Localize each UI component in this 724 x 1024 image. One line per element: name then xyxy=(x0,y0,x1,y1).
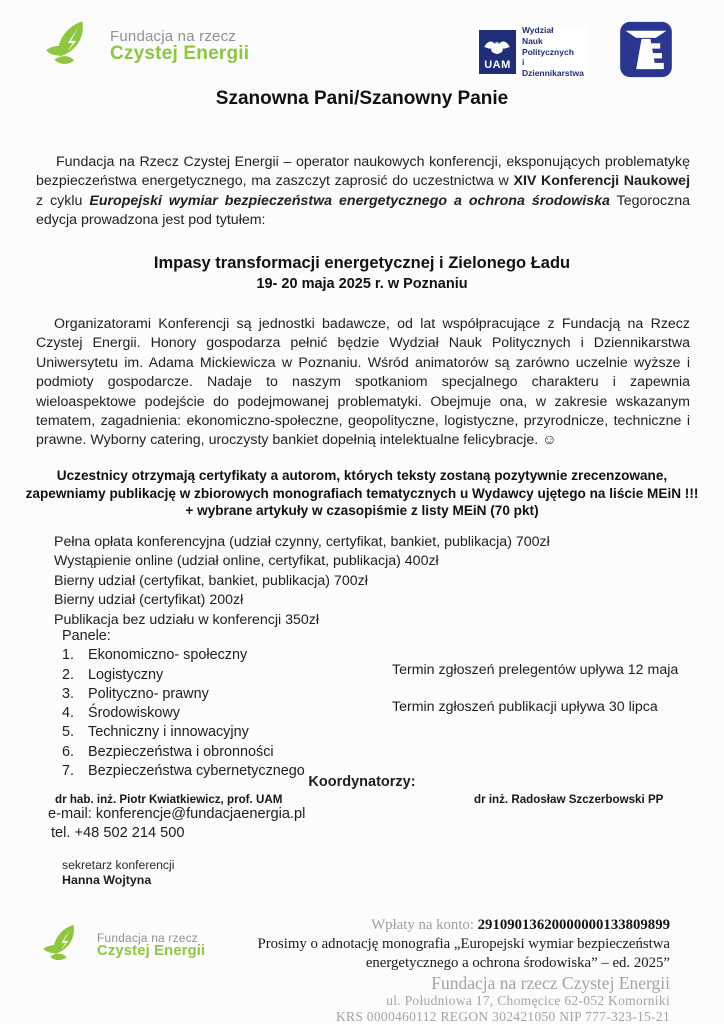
foundation-logo-footer xyxy=(40,922,205,970)
secretary-role: sekretarz konferencji xyxy=(62,858,175,872)
intro-text-1: Fundacja na Rzecz Czystej Energii – operator naukowych konferencji, eksponujących problematykę bezpieczeństwa energetycznego, ma zaszczyt zaprosić do uczestnictwa w xyxy=(36,154,690,190)
intro-series-title: Europejski wymiar bezpieczeństwa energetycznego a ochrona środowiska xyxy=(89,192,610,209)
salutation-title: Szanowna Pani/Szanowny Panie xyxy=(215,88,509,109)
intro-text-3: Tegoroczna edycja prowadzona jest pod tytułem: xyxy=(36,192,690,229)
uam-faculty-line3: i Dziennikarstwa xyxy=(521,57,584,78)
uam-emblem xyxy=(479,30,516,74)
payment-note-line1: Prosimy o adnotację monografia „Europejski wymiar bezpieczeństwa xyxy=(257,936,670,952)
foundation-logo xyxy=(42,18,249,75)
coordinator-left-name: dr hab. inż. Piotr Kwiatkiewicz, prof. UAM xyxy=(55,793,283,806)
bank-account-number: 29109013620000000133809899 xyxy=(477,917,670,933)
bank-account-label: Wpłaty na konto: xyxy=(371,917,478,933)
deadline-publications: Termin zgłoszeń publikacji upływa 30 lipca xyxy=(392,699,658,715)
uam-faculty-line1: Wydział xyxy=(521,25,554,36)
description-paragraph: Organizatorami Konferencji są jednostki badawcze, od lat współpracujące z Fundacją na Rzecz Czystej Energii. Honory gospodarza pełnić będzie Wydział Nauk Politycznych i Dziennikarstwa Uniwersytetu im. Adama Mickiewicza w Poznaniu. Wśród animatorów są zarówno uczelnie wyższe i podmioty gospodarcze. Nadaje to naszym spotkaniom specjalnego charakteru i zapewnia wieloaspektowe podejście do podejmowanej problematyki. Obejmuje ona, w zakresie wskazanym tematem, zagadnienia: ekonomiczno-społeczne, geopolityczne, logistyczne, przyrodnicze, techniczne i prawne. Wyborny catering, uroczysty bankiet dopełnią intelektualne felicybracje. ☺ xyxy=(36,316,690,449)
leaf-energy-logo-icon xyxy=(40,922,92,970)
panel-item: Techniczny i innowacyjny xyxy=(88,724,249,741)
fee-item: Bierny udział (certyfikat, bankiet, publikacja) 700zł xyxy=(54,572,368,589)
coordinators-heading: Koordynatorzy: xyxy=(308,774,416,790)
panel-item: Ekonomiczno- społeczny xyxy=(88,647,248,664)
foundation-logo-line2: Czystej Energii xyxy=(110,43,250,65)
panel-item: Polityczno- prawny xyxy=(88,685,209,702)
panel-item: Bezpieczeństwa cybernetycznego xyxy=(88,763,305,780)
fee-item: Publikacja bez udziału w konferencji 350zł xyxy=(54,611,319,628)
certificates-line1: Uczestnicy otrzymają certyfikaty a autorom, których teksty zostaną pozytywnie zrecenzowane, xyxy=(56,468,668,483)
payment-note-line2: energetycznego a ochrona środowiska” – ed. 2025” xyxy=(365,955,670,971)
intro-text-2: z cyklu xyxy=(36,192,90,209)
intro-conference-number: XIV Konferencji Naukowej xyxy=(513,173,691,190)
uam-eagle-icon xyxy=(482,34,512,61)
certificates-line3: + wybrane artykuły w czasopiśmie z listy MEiN (70 pkt) xyxy=(185,503,539,519)
bank-account-line xyxy=(210,916,670,935)
conference-date-place: 19- 20 maja 2025 r. w Poznaniu xyxy=(256,276,468,292)
panel-item: Bezpieczeństwa i obronności xyxy=(88,743,274,760)
footer-org-name: Fundacja na rzecz Czystej Energii xyxy=(431,973,670,993)
footer-contact-block xyxy=(210,916,670,1024)
foundation-logo-line1: Fundacja na rzecz xyxy=(97,930,198,945)
footer-registry-numbers: KRS 0000460112 REGON 302421050 NIP 777-323-15-21 xyxy=(335,1008,670,1024)
uam-faculty-logo xyxy=(476,26,588,78)
intro-paragraph xyxy=(36,153,690,231)
secretary-name: Hanna Wojtyna xyxy=(62,873,152,887)
certificates-line2: zapewniamy publikację w zbiorowych monografiach tematycznych u Wydawcy ujętego na liście MEiN !!! xyxy=(25,485,699,501)
uam-abbr: UAM xyxy=(484,58,511,71)
coordinator-right-name: dr inż. Radosław Szczerbowski PP xyxy=(474,793,664,806)
fee-list xyxy=(54,533,550,630)
footer-address: ul. Południowa 17, Chomęcice 62-052 Komorniki xyxy=(386,993,670,1008)
conference-title: Impasy transformacji energetycznej i Zielonego Ładu xyxy=(153,254,571,272)
contact-email: e-mail: konferencje@fundacjaenergia.pl xyxy=(48,806,306,822)
contact-phone: tel. +48 502 214 500 xyxy=(51,825,185,841)
foundation-logo-line1: Fundacja na rzecz xyxy=(110,27,236,45)
uam-faculty-line2: Nauk Politycznych xyxy=(521,36,574,57)
panel-item: Logistyczny xyxy=(88,666,164,683)
panels-section xyxy=(62,627,305,781)
panel-item: Środowiskowy xyxy=(88,705,180,722)
leaf-energy-logo-icon xyxy=(42,18,104,75)
deadline-speakers: Termin zgłoszeń prelegentów upływa 12 maja xyxy=(392,662,679,678)
fee-item: Wystąpienie online (udział online, certyfikat, publikacja) 400zł xyxy=(54,553,439,570)
te-partner-logo-icon xyxy=(619,21,673,83)
fee-item: Pełna opłata konferencyjna (udział czynny, certyfikat, bankiet, publikacja) 700zł xyxy=(54,534,550,550)
panels-heading: Panele: xyxy=(62,628,111,644)
foundation-logo-line2: Czystej Energii xyxy=(97,943,206,960)
certificates-notice xyxy=(20,467,704,520)
fee-item: Bierny udział (certyfikat) 200zł xyxy=(54,592,244,609)
